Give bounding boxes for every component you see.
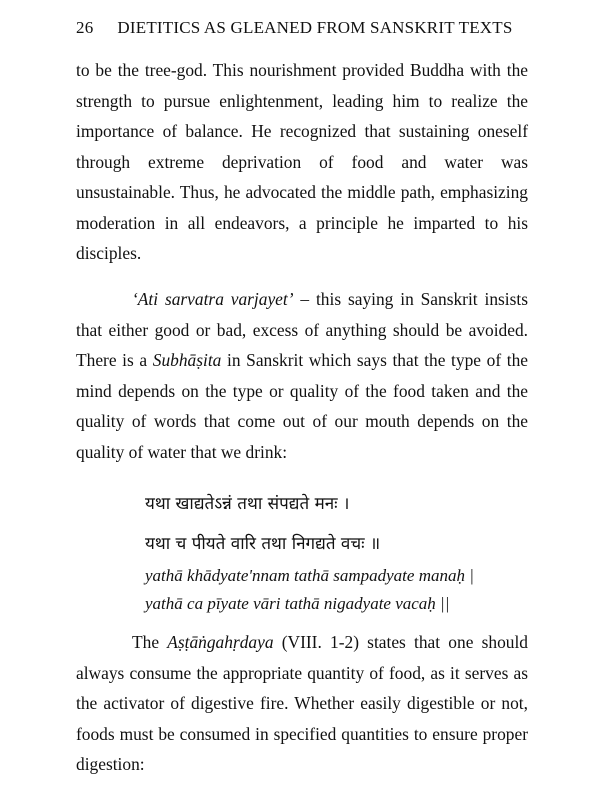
devanagari-line-1: यथा खाद्यतेऽन्नं तथा संपद्यते मनः । (145, 494, 350, 514)
page-number: 26 (76, 18, 94, 37)
devanagari-verse (145, 484, 535, 564)
paragraph-1: to be the tree-god. This nourishment provided Buddha with the strength to pursue enlightenment, leading him to realize the importance of balance. He recognized that sustaining oneself through extreme deprivation of food and water was unsustainable. Thus, he advocated the middle path, emphasizing moderation in all endeavors, a principle he imparted to his disciples. (76, 60, 528, 263)
paragraph-3-lead: The (132, 632, 168, 652)
paragraph-2-text: – this saying in Sanskrit insists that either good or bad, excess of anything should be avoided. There is a (76, 289, 528, 370)
paragraph-2 (76, 284, 528, 467)
paragraph-2-tail: in Sanskrit which says that the type of the mind depends on the type or quality of the food taken and the quality of words that come out of our mouth depends on the quality of water that we drink: (76, 350, 528, 462)
sanskrit-saying: ‘Ati sarvatra varjayet’ (132, 289, 294, 309)
paragraph-3 (76, 627, 528, 780)
text-title: Aṣṭāṅgahṛdaya (167, 632, 274, 652)
transliteration-line-1: yathā khādyate'nnam tathā sampadyate manaḥ | (145, 566, 474, 585)
devanagari-line-2: यथा च पीयते वारि तथा निगद्यते वचः ॥ (145, 534, 381, 554)
running-header (76, 18, 546, 42)
transliterated-verse (145, 562, 535, 618)
running-title: DIETITICS AS GLEANED FROM SANSKRIT TEXTS (117, 18, 513, 37)
transliteration-line-2: yathā ca pīyate vāri tathā nigadyate vacaḥ || (145, 594, 450, 613)
subhasita-term: Subhāṣita (152, 350, 222, 370)
paragraph-3-tail: (VIII. 1-2) states that one should always consume the appropriate quantity of food, as it serves as the activator of digestive fire. Whether easily digestible or not, foods must be consumed in specified quantities to ensure proper digestion: (76, 632, 528, 774)
